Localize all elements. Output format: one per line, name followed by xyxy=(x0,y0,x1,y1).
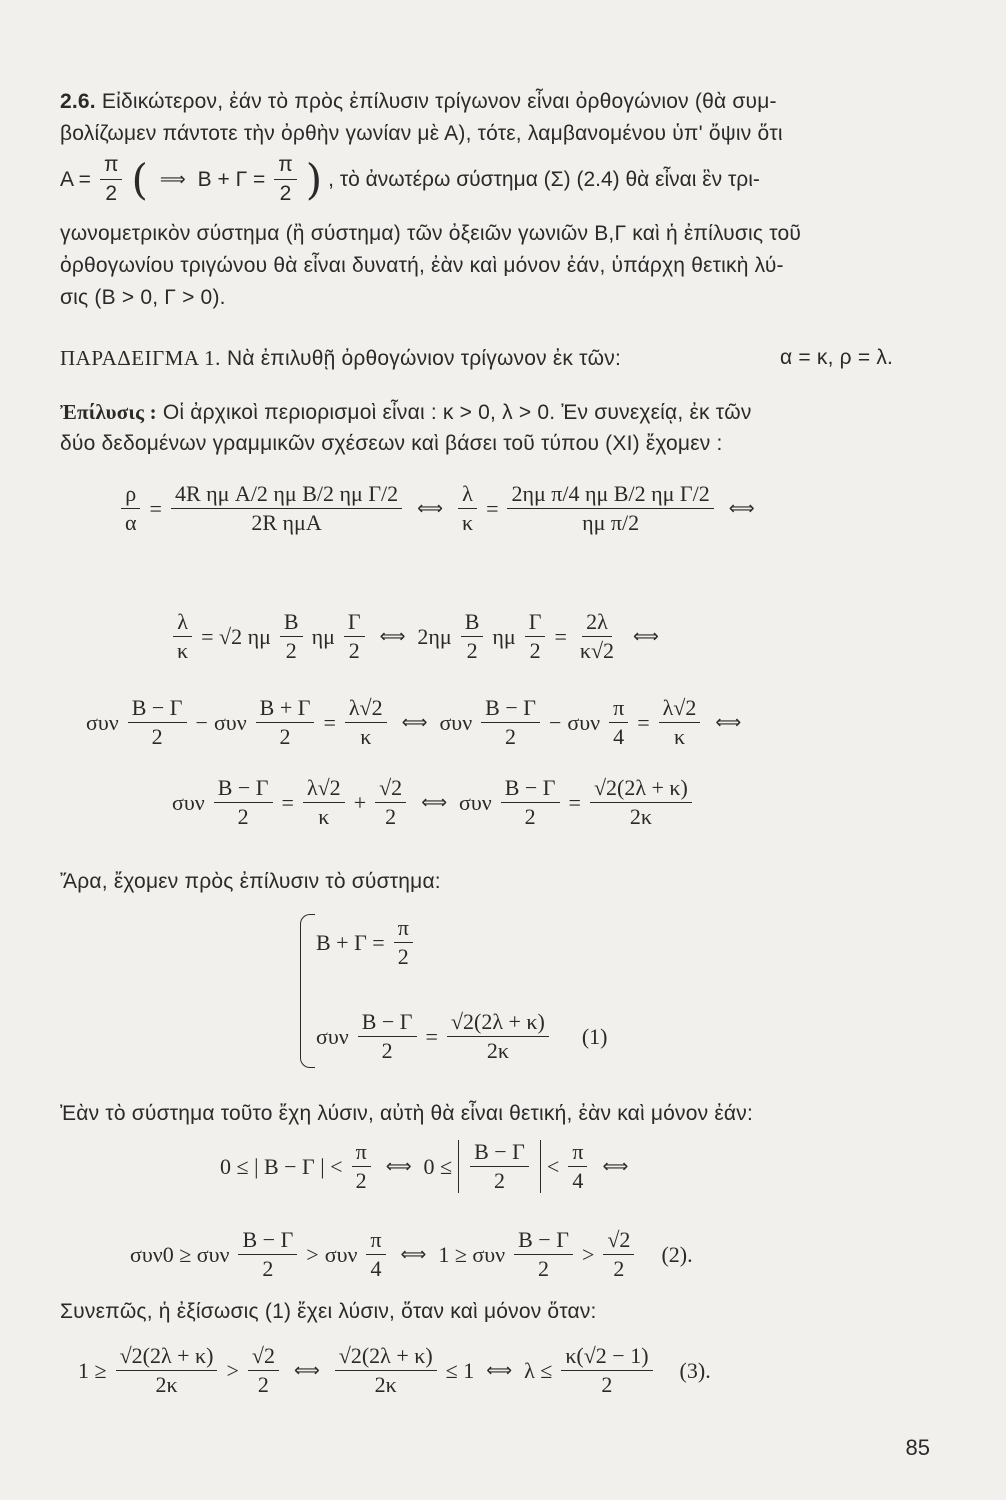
right-paren: ) xyxy=(305,154,323,204)
frac-final-b xyxy=(335,1344,437,1397)
frac-num: √2(2λ + κ) xyxy=(335,1344,437,1371)
frac-den: 2 xyxy=(385,804,397,829)
frac-den: 2 xyxy=(466,638,478,663)
frac-diff xyxy=(128,696,187,749)
frac-den: 2 xyxy=(355,1168,367,1193)
frac-num: Β − Γ xyxy=(238,1228,297,1255)
frac-den: 2 xyxy=(348,638,360,663)
frac-den: 2κ xyxy=(155,1372,178,1397)
frac-num: λ√2 xyxy=(659,696,701,723)
frac-num: π xyxy=(274,153,297,180)
frac-num: √2 xyxy=(603,1228,634,1255)
frac-num: Β xyxy=(461,610,484,637)
frac-num: √2 xyxy=(248,1344,279,1371)
ineq1-left: 0 ≤ | Β − Γ | < xyxy=(220,1153,343,1179)
frac-num: λ√2 xyxy=(345,696,387,723)
iff-arrow: ⟺ xyxy=(417,498,443,519)
frac-b-2b xyxy=(461,610,484,663)
frac-den: 2 xyxy=(257,1372,269,1397)
frac-num: √2(2λ + κ) xyxy=(116,1344,218,1371)
one-ge-cos: 1 ≥ συν xyxy=(438,1241,506,1267)
frac-den: 2 xyxy=(237,804,249,829)
frac-den: 4 xyxy=(370,1256,382,1281)
ineq1-mid: 0 ≤ xyxy=(423,1153,453,1179)
iff-arrow: ⟺ xyxy=(602,1156,629,1177)
frac-pi-4 xyxy=(609,696,628,749)
frac-den: κ xyxy=(360,724,372,749)
frac-den: 2R ημA xyxy=(251,510,322,535)
frac-num: √2(2λ + κ) xyxy=(590,776,692,803)
frac-diff-c xyxy=(214,776,273,829)
frac-num: Β − Γ xyxy=(128,696,187,723)
frac-num: π xyxy=(366,1228,385,1255)
frac-root2-2-final xyxy=(248,1344,279,1397)
frac-num: λ√2 xyxy=(303,776,345,803)
frac-final-cos xyxy=(590,776,692,829)
frac-den: 2 xyxy=(505,724,517,749)
equation-tag-1: (1) xyxy=(581,1023,608,1049)
example-line xyxy=(60,344,940,373)
system-sum: Β + Γ = xyxy=(316,929,385,955)
eq2-right: 2ημ xyxy=(417,623,452,649)
frac-diff-sys xyxy=(358,1010,417,1063)
frac-lambda-bound xyxy=(561,1344,652,1397)
iff-arrow: ⟺ xyxy=(379,626,406,647)
page-number: 85 xyxy=(905,1435,930,1460)
frac-lambda-root2-b xyxy=(659,696,701,749)
system-intro: Ἄρα, ἔχομεν πρὸς ἐπίλυσιν τὸ σύστημα: xyxy=(60,870,441,893)
cos-word: συν xyxy=(324,1241,358,1267)
frac-den: 2 xyxy=(262,1256,274,1281)
section-text-6: σις (Β > 0, Γ > 0). xyxy=(60,286,226,309)
frac-final-sys xyxy=(447,1010,549,1063)
frac-g-2 xyxy=(344,610,365,663)
cos-word: συν xyxy=(172,789,205,815)
system-line-2: συν $\frac{B - \Gamma}{2}$ = $\frac{√2(2\lambda + \kappa)}{2\kappa}$ (1) xyxy=(316,1009,608,1063)
iff-arrow: ⟺ xyxy=(401,712,428,733)
frac-num: Γ xyxy=(525,610,546,637)
frac-substituted xyxy=(507,482,713,535)
frac-pi-4-ineq xyxy=(568,1140,587,1193)
frac-den: κ xyxy=(318,804,330,829)
final-one: 1 ≥ xyxy=(78,1357,107,1383)
frac-root2-2 xyxy=(375,776,406,829)
frac-diff-b xyxy=(481,696,540,749)
iff-arrow: ⟺ xyxy=(400,1244,427,1265)
frac-den: 2κ xyxy=(486,1038,509,1063)
frac-den: 2 xyxy=(538,1256,550,1281)
frac-num: π xyxy=(609,696,628,723)
example-heading: ΠΑΡΑΔΕΙΓΜΑ 1. xyxy=(60,346,221,370)
absolute-value xyxy=(458,1140,541,1193)
consequence-text: Συνεπῶς, ἡ ἐξίσωσις (1) ἔχει λύσιν, ὅταν καὶ μόνον ὅταν: xyxy=(60,1300,597,1323)
frac-num: π xyxy=(352,1140,371,1167)
section-line-4 xyxy=(60,220,940,248)
frac-diff-ineq2 xyxy=(238,1228,297,1281)
cos-word: συν xyxy=(316,1023,349,1049)
frac-den: κ xyxy=(461,510,474,535)
frac-root2-2-ineq2 xyxy=(603,1228,634,1281)
iff-arrow: ⟺ xyxy=(728,498,755,519)
frac-num: Β − Γ xyxy=(358,1010,417,1037)
frac-diff-d xyxy=(501,776,560,829)
frac-num: Β − Γ xyxy=(501,776,560,803)
inequality-3: 1 ≥ $\frac{√2(2\lambda + \kappa)}{2\kappa}$ > $\frac{√2}{2}$ ⟺ $\frac{√2(2\lambda + \kappa)}{2\kappa}$ ≤ 1 ⟺ λ ≤ $\frac{\kappa(√2 - 1)}{2}$ (3). xyxy=(78,1343,711,1397)
frac-num: Β − Γ xyxy=(214,776,273,803)
frac-num: Β − Γ xyxy=(470,1140,529,1167)
example-givens: α = κ, ρ = λ. xyxy=(780,346,894,369)
frac-num: Β − Γ xyxy=(481,696,540,723)
frac-num: Β + Γ xyxy=(256,696,315,723)
frac-result xyxy=(576,610,618,663)
iff-arrow: ⟺ xyxy=(385,1156,412,1177)
cos-word: συν xyxy=(213,709,247,735)
section-line-6 xyxy=(60,284,940,312)
frac-diff-abs xyxy=(470,1140,529,1193)
frac-den: 2 xyxy=(381,1038,393,1063)
left-paren: ( xyxy=(131,154,148,204)
positivity-line xyxy=(60,1100,940,1128)
frac-den: 2 xyxy=(151,724,163,749)
frac-rho-alpha xyxy=(121,482,141,535)
solution-line-2 xyxy=(60,430,940,458)
frac-num: 4R ημ A/2 ημ B/2 ημ Γ/2 xyxy=(171,482,402,509)
frac-den: κ√2 xyxy=(579,638,615,663)
fraction-pi-2b xyxy=(274,153,297,206)
frac-den: 2κ xyxy=(629,804,652,829)
iff-arrow: ⟺ xyxy=(486,1360,513,1381)
section-inline-equation xyxy=(60,153,760,206)
frac-sum xyxy=(256,696,315,749)
iff-arrow: ⟺ xyxy=(421,792,447,813)
section-text-4: γωνομετρικὸν σύστημα (ἢ σύστημα) τῶν ὀξειῶν γωνιῶν Β,Γ καὶ ἡ ἐπίλυσις τοῦ xyxy=(60,222,802,245)
system-intro-line xyxy=(60,868,940,896)
frac-den: 2κ xyxy=(374,1372,397,1397)
section-text-3: , τὸ ἀνωτέρω σύστημα (Σ) (2.4) θὰ εἶναι ἓν τρι- xyxy=(328,167,760,191)
equation-tag-2: (2). xyxy=(661,1241,693,1267)
frac-num: 2λ xyxy=(582,610,612,637)
frac-b-2 xyxy=(280,610,303,663)
frac-num: π xyxy=(100,153,123,180)
frac-lambda-kappa xyxy=(458,482,477,535)
implies-arrow: ⟹ xyxy=(159,169,186,190)
equation-3: συν $\frac{B - \Gamma}{2}$ − συν $\frac{B + \Gamma}{2}$ = $\frac{\lambda√2}{\kappa}$ ⟺ συν $\frac{B - \Gamma}{2}$ − συν $\frac{\pi}{4}$ = $\frac{\lambda√2}{\kappa}$ ⟺ xyxy=(86,695,742,749)
consequence-line xyxy=(60,1298,940,1326)
cos-word: συν xyxy=(86,709,119,735)
frac-lambda-kappa-2 xyxy=(173,610,192,663)
frac-den: 2 xyxy=(529,638,541,663)
fraction-pi-2 xyxy=(100,153,123,206)
frac-num: ρ xyxy=(121,482,140,509)
cos-word: συν xyxy=(567,709,601,735)
frac-den: ημ π/2 xyxy=(582,510,640,535)
iff-arrow: ⟺ xyxy=(715,712,742,733)
eq-lhs: Α = xyxy=(60,167,91,191)
section-number: 2.6. xyxy=(60,90,96,113)
positivity-text: Ἐὰν τὸ σύστημα τοῦτο ἔχη λύσιν, αὐτὴ θὰ εἶναι θετική, ἐὰν καὶ μόνον ἐάν: xyxy=(60,1102,754,1125)
frac-den: κ xyxy=(177,638,189,663)
solution-label: Ἐπίλυσις : xyxy=(60,400,157,424)
frac-den: 2 xyxy=(494,1168,505,1193)
frac-den: 2 xyxy=(397,944,409,969)
iff-arrow: ⟺ xyxy=(293,1360,320,1381)
eq-mid: Β + Γ = xyxy=(197,167,266,191)
inequality-1: 0 ≤ | Β − Γ | < $\frac{\pi}{2}$ ⟺ 0 ≤ $\frac{B - \Gamma}{2}$ < $\frac{\pi}{4}$ ⟺ xyxy=(220,1139,629,1193)
cos-word: συν xyxy=(439,709,473,735)
frac-law-of-sines xyxy=(171,482,402,535)
frac-den: 2 xyxy=(613,1256,625,1281)
system-line-1 xyxy=(316,916,416,969)
iff-arrow: ⟺ xyxy=(633,626,659,647)
frac-num: λ xyxy=(173,610,192,637)
frac-num: Β xyxy=(280,610,303,637)
frac-pi-4-ineq2 xyxy=(366,1228,385,1281)
frac-pi-2-ineq xyxy=(352,1140,371,1193)
frac-num: π xyxy=(568,1140,587,1167)
ineq2-left: συν0 ≥ συν xyxy=(130,1241,230,1267)
frac-num: κ(√2 − 1) xyxy=(561,1344,652,1371)
equation-1: $\frac{\rho}{\alpha}$ = $\frac{\text{4R ημ A/2 ημ B/2 ημ Γ/2}}{\text{2R ημA}}$ ⟺ $\frac{\lambda}{\kappa}$ = $\frac{\text{2ημ π/4 ημ B/2 ημ Γ/2}}{\text{ημ π/2}}$ ⟺ xyxy=(118,482,761,535)
final-le-one: ≤ 1 xyxy=(445,1357,475,1383)
section-text-5: ὀρθογωνίου τριγώνου θὰ εἶναι δυνατή, ἐὰν καὶ μόνον ἐάν, ὑπάρχη θετικὴ λύ- xyxy=(60,254,784,277)
equation-tag-3: (3). xyxy=(679,1357,711,1383)
section-line-2 xyxy=(60,120,940,148)
frac-den: 4 xyxy=(613,724,625,749)
frac-den: 2 xyxy=(105,182,118,205)
frac-num: 2ημ π/4 ημ B/2 ημ Γ/2 xyxy=(507,482,713,509)
frac-den: 2 xyxy=(285,638,297,663)
frac-lambda-root2-c xyxy=(303,776,345,829)
frac-den: κ xyxy=(673,724,686,749)
example-statement: Νὰ ἐπιλυθῇ ὀρθογώνιον τρίγωνον ἐκ τῶν: xyxy=(226,347,621,370)
frac-num: Β − Γ xyxy=(514,1228,573,1255)
frac-num: √2 xyxy=(375,776,406,803)
solution-line-1 xyxy=(60,398,940,427)
frac-num: Γ xyxy=(344,610,365,637)
section-text-2: βολίζωμεν πάντοτε τὴν ὀρθὴν γωνίαν μὲ Α), τότε, λαμβανομένου ὑπ' ὄψιν ὅτι xyxy=(60,122,783,145)
section-line-1 xyxy=(60,88,940,116)
system-brace xyxy=(300,914,315,1068)
frac-den: α xyxy=(125,510,137,535)
eq2-mid: = √2 ημ xyxy=(201,623,271,649)
frac-g-2b xyxy=(525,610,546,663)
frac-diff-ineq2b xyxy=(514,1228,573,1281)
solution-text-2: δύο δεδομένων γραμμικῶν σχέσεων καὶ βάσει τοῦ τύπου (ΧΙ) ἔχομεν : xyxy=(60,432,723,455)
solution-text-1: Οἱ ἀρχικοὶ περιορισμοὶ εἶναι : κ > 0, λ > 0. Ἐν συνεχείᾳ, ἐκ τῶν xyxy=(162,401,752,424)
frac-lambda-root2 xyxy=(345,696,387,749)
equation-4: συν $\frac{B - \Gamma}{2}$ = $\frac{\lambda√2}{\kappa}$ + $\frac{√2}{2}$ ⟺ συν $\frac{B - \Gamma}{2}$ = $\frac{√2(2\lambda + \kappa)}{2\kappa}$ xyxy=(172,776,695,829)
frac-den: 2 xyxy=(279,182,292,205)
final-lambda: λ ≤ xyxy=(524,1357,553,1383)
frac-num: λ xyxy=(458,482,477,509)
frac-pi-2-sys xyxy=(394,916,413,969)
frac-final-a xyxy=(116,1344,218,1397)
frac-num: π xyxy=(394,916,413,943)
inequality-2: συν0 ≥ συν $\frac{B - \Gamma}{2}$ > συν $\frac{\pi}{4}$ ⟺ 1 ≥ συν $\frac{B - \Gamma}{2}$ > $\frac{√2}{2}$ (2). xyxy=(130,1227,693,1281)
section-line-5 xyxy=(60,252,940,280)
frac-den: 2 xyxy=(524,804,536,829)
frac-num: √2(2λ + κ) xyxy=(447,1010,549,1037)
equation-2: $\frac{\lambda}{\kappa}$ = √2 ημ $\frac{B}{2}$ ημ $\frac{\Gamma}{2}$ ⟺ 2ημ $\frac{B}{2}$ ημ $\frac{\Gamma}{2}$ = $\frac{2\lambda}{\kappa√2}$ ⟺ xyxy=(170,610,665,663)
frac-den: 2 xyxy=(601,1372,613,1397)
section-text-1: Εἰδικώτερον, ἐάν τὸ πρὸς ἐπίλυσιν τρίγωνον εἶναι ὀρθογώνιον (θὰ συμ- xyxy=(101,90,777,113)
frac-den: 4 xyxy=(572,1168,584,1193)
cos-word: συν xyxy=(459,789,492,815)
frac-den: 2 xyxy=(279,724,291,749)
